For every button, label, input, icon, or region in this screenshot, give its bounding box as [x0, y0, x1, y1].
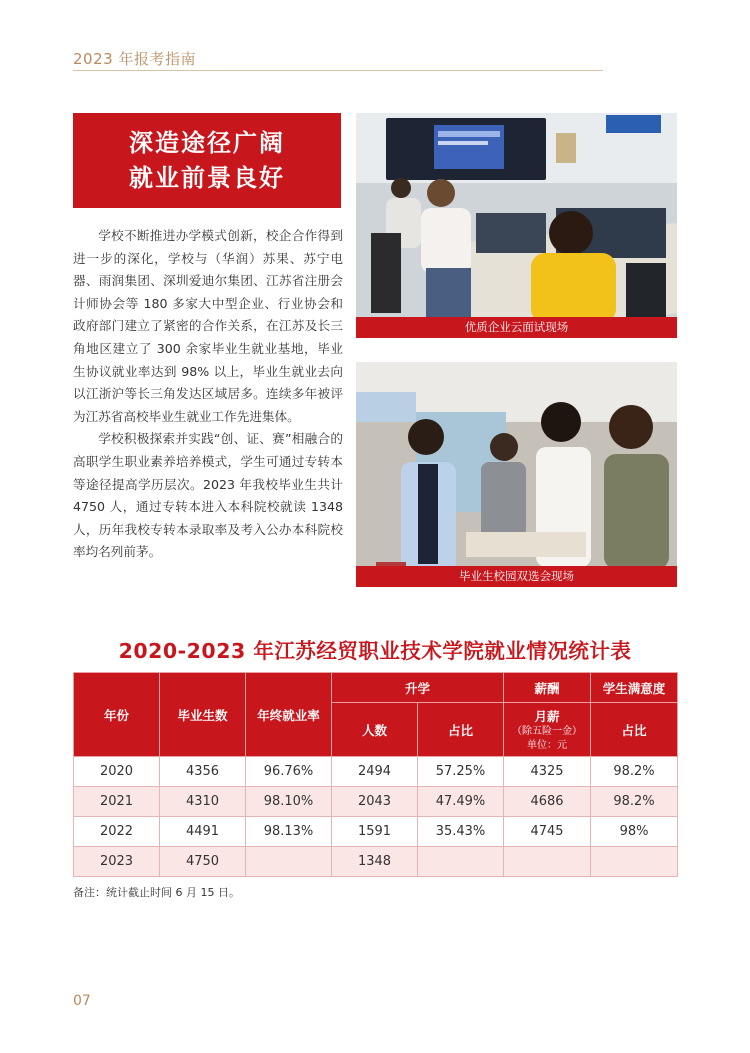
body-paragraph-2: 学校积极探索并实践“创、证、赛”相融合的高职学生职业素养培养模式，学生可通过专转本等途径提高学历层次。2023 年我校毕业生共计 4750 人，通过专转本进入本科院校就读 1348 人，历年我校专转本录取率及考入公办本科院校率均名列前茅。 — [73, 431, 343, 560]
table-row — [74, 817, 678, 847]
header-satisfaction-ratio: 占比 — [591, 703, 678, 757]
cell-graduates: 4310 — [160, 787, 246, 817]
photo-cloud-interview-image — [356, 113, 677, 338]
photo2-caption: 毕业生校园双选会现场 — [356, 566, 677, 587]
cell-satisfaction: 98% — [591, 817, 678, 847]
cell-count: 1348 — [332, 847, 418, 877]
cell-satisfaction: 98.2% — [591, 787, 678, 817]
cell-count: 2043 — [332, 787, 418, 817]
cell-count: 2494 — [332, 757, 418, 787]
table-row — [74, 757, 678, 787]
cell-salary: 4686 — [504, 787, 591, 817]
cell-rate: 98.13% — [246, 817, 332, 847]
header-employment-rate: 年终就业率 — [246, 673, 332, 757]
section-title-box — [73, 113, 341, 208]
cell-ratio: 35.43% — [418, 817, 504, 847]
body-paragraph-1: 学校不断推进办学模式创新，校企合作得到进一步的深化，学校与（华润）苏果、苏宁电器、雨润集团、深圳爱迪尔集团、江苏省注册会计师协会等 180 多家大中型企业、行业协会和政府部门建立了紧密的合作关系，在江苏及长三角地区建立了 300 余家毕业生就业基地，毕业生协议就业率达到 98% 以上，毕业生就业去向以江浙沪等长三角发达区域居多。连续多年被评为江苏省高校毕业生就业工作先进集体。 — [73, 228, 343, 424]
table-row — [74, 847, 678, 877]
cell-graduates: 4491 — [160, 817, 246, 847]
section-title-line2: 就业前景良好 — [129, 163, 285, 192]
header-ratio: 占比 — [418, 703, 504, 757]
employment-stats-table — [73, 672, 678, 877]
header-graduates: 毕业生数 — [160, 673, 246, 757]
header-rule — [73, 70, 603, 71]
header-monthly-salary — [504, 703, 591, 757]
cell-ratio: 47.49% — [418, 787, 504, 817]
cell-rate: 98.10% — [246, 787, 332, 817]
cell-salary — [504, 847, 591, 877]
salary-note: （除五险一金） — [512, 725, 583, 737]
page-number: 07 — [73, 993, 91, 1009]
photo-job-fair-image — [356, 362, 677, 587]
cell-ratio: 57.25% — [418, 757, 504, 787]
header-count: 人数 — [332, 703, 418, 757]
photo1-caption: 优质企业云面试现场 — [356, 317, 677, 338]
salary-unit: 单位：元 — [527, 739, 568, 751]
section-title-line1: 深造途径广阔 — [129, 128, 285, 157]
cell-count: 1591 — [332, 817, 418, 847]
table-note: 备注：统计截止时间 6 月 15 日。 — [73, 886, 240, 899]
header-further-study: 升学 — [332, 673, 504, 703]
cell-graduates: 4750 — [160, 847, 246, 877]
section-body — [73, 225, 343, 564]
cell-rate — [246, 847, 332, 877]
cell-rate: 96.76% — [246, 757, 332, 787]
photo-job-fair — [356, 362, 677, 587]
monthly-salary-label: 月薪 — [534, 708, 560, 724]
cell-salary: 4745 — [504, 817, 591, 847]
cell-salary: 4325 — [504, 757, 591, 787]
cell-year: 2023 — [74, 847, 160, 877]
cell-year: 2021 — [74, 787, 160, 817]
cell-satisfaction — [591, 847, 678, 877]
table-row — [74, 787, 678, 817]
cell-ratio — [418, 847, 504, 877]
photo-cloud-interview — [356, 113, 677, 338]
cell-year: 2022 — [74, 817, 160, 847]
cell-satisfaction: 98.2% — [591, 757, 678, 787]
header-title: 2023 年报考指南 — [73, 50, 196, 68]
cell-graduates: 4356 — [160, 757, 246, 787]
header-satisfaction: 学生满意度 — [591, 673, 678, 703]
header-year: 年份 — [74, 673, 160, 757]
cell-year: 2020 — [74, 757, 160, 787]
table-title: 2020-2023 年江苏经贸职业技术学院就业情况统计表 — [118, 639, 632, 663]
header-salary: 薪酬 — [504, 673, 591, 703]
